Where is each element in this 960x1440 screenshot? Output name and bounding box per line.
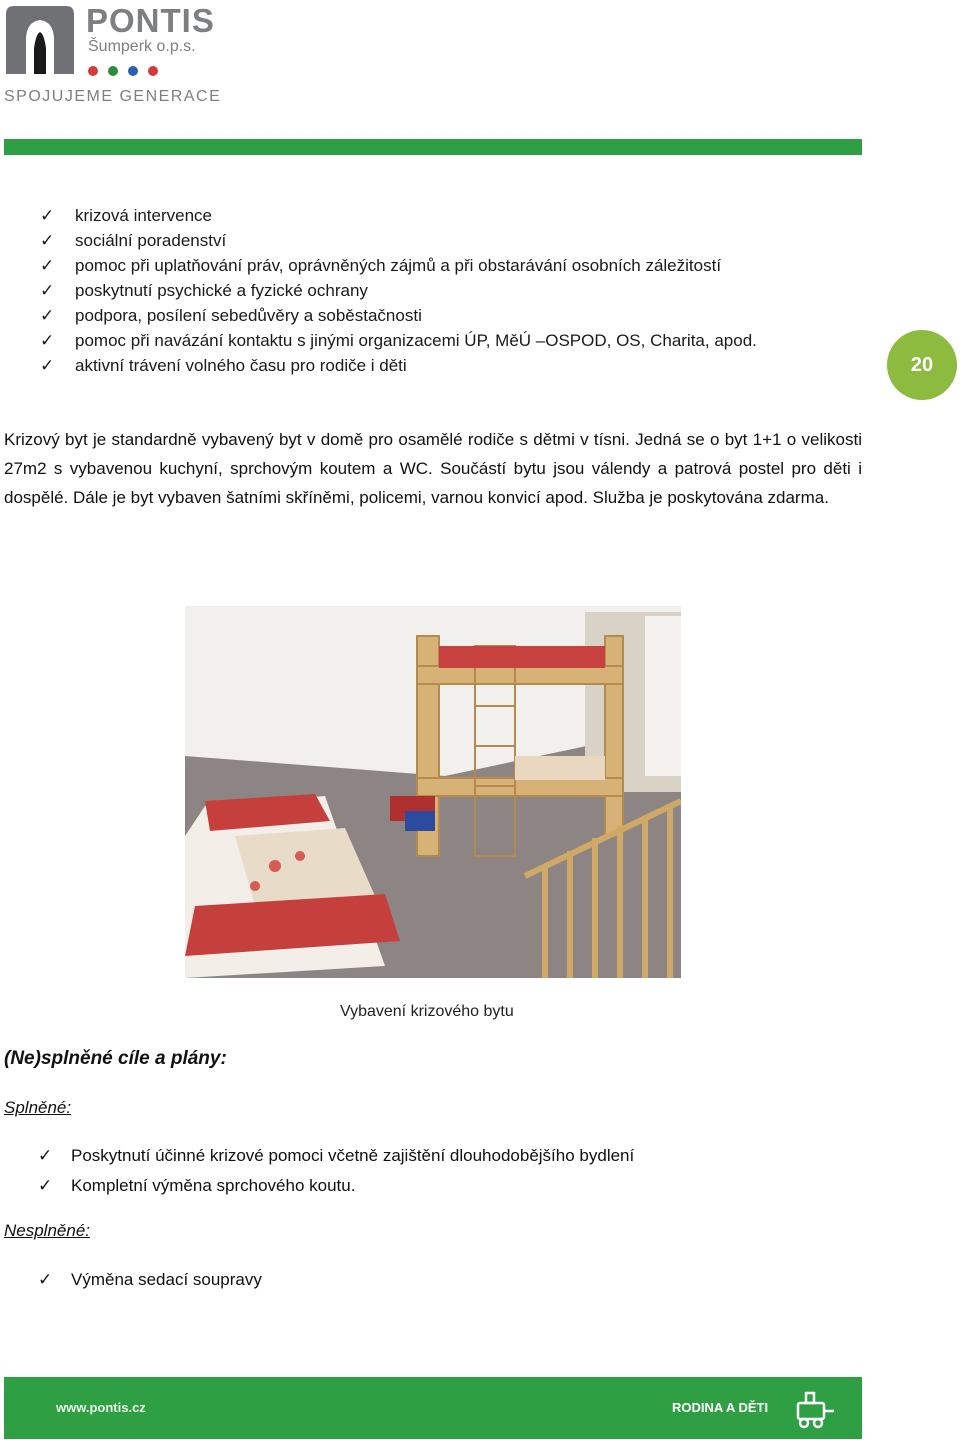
met-goals-label: Splněné:	[4, 1098, 72, 1117]
logo-dot-green	[108, 66, 118, 76]
page-number-badge: 20	[887, 330, 957, 400]
list-item: ✓ Poskytnutí účinné krizové pomoci včetně zajištění dlouhodobějšího bydlení	[38, 1141, 634, 1171]
arch-logo-icon	[4, 4, 76, 76]
check-icon: ✓	[38, 1146, 53, 1165]
list-item: ✓ Výměna sedací soupravy	[38, 1265, 262, 1295]
check-icon: ✓	[40, 206, 55, 225]
logo-dot-red-2	[148, 66, 158, 76]
check-icon: ✓	[40, 306, 55, 325]
goals-heading: (Ne)splněné cíle a plány:	[4, 1048, 227, 1069]
footer-url: www.pontis.cz	[56, 1400, 146, 1415]
train-icon	[792, 1385, 838, 1431]
check-icon: ✓	[40, 281, 55, 300]
unmet-goals-label: Nesplněné:	[4, 1221, 91, 1240]
list-item: ✓ aktivní trávení volného času pro rodiče i děti	[40, 353, 757, 378]
list-item: ✓ Kompletní výměna sprchového koutu.	[38, 1171, 634, 1201]
list-item: ✓ poskytnutí psychické a fyzické ochrany	[40, 278, 757, 303]
footer-bar	[4, 1377, 862, 1439]
header-divider	[4, 139, 862, 155]
org-slogan: SPOJUJEME GENERACE	[4, 88, 222, 105]
list-item: ✓ pomoc při navázání kontaktu s jinými organizacemi ÚP, MěÚ –OSPOD, OS, Charita, apod.	[40, 328, 757, 353]
logo-dot-red	[88, 66, 98, 76]
list-item: ✓ krizová intervence	[40, 203, 757, 228]
logo-dots	[88, 66, 158, 76]
list-item: ✓ pomoc při uplatňování práv, oprávněných zájmů a při obstarávání osobních záležitostí	[40, 253, 757, 278]
description-paragraph: Krizový byt je standardně vybavený byt v domě pro osamělé rodiče s dětmi v tísni. Jedná se o byt 1+1 o velikosti 27m2 s vybavenou kuchyní, sprchovým koutem a WC. Součástí bytu jsou válendy a patrová postel pro děti i dospělé. Dále je byt vybaven šatními skříněmi, policemi, varnou konvicí apod. Služba je poskytována zdarma.	[4, 430, 862, 507]
org-name: PONTIS	[86, 2, 215, 39]
footer-tagline: RODINA A DĚTI	[672, 1400, 769, 1415]
check-icon: ✓	[40, 331, 55, 350]
room-photo	[185, 606, 681, 978]
check-icon: ✓	[40, 256, 55, 275]
met-goals-list	[38, 1141, 634, 1201]
check-icon: ✓	[38, 1176, 53, 1195]
unmet-goals-list	[38, 1265, 262, 1295]
check-icon: ✓	[40, 231, 55, 250]
list-item: ✓ podpora, posílení sebedůvěry a soběstačnosti	[40, 303, 757, 328]
logo-dot-blue	[128, 66, 138, 76]
services-list	[40, 203, 757, 378]
photo-caption: Vybavení krizového bytu	[340, 1003, 514, 1020]
check-icon: ✓	[38, 1270, 53, 1289]
org-subtitle: Šumperk o.p.s.	[88, 38, 196, 55]
list-item: ✓ sociální poradenství	[40, 228, 757, 253]
check-icon: ✓	[40, 356, 55, 375]
